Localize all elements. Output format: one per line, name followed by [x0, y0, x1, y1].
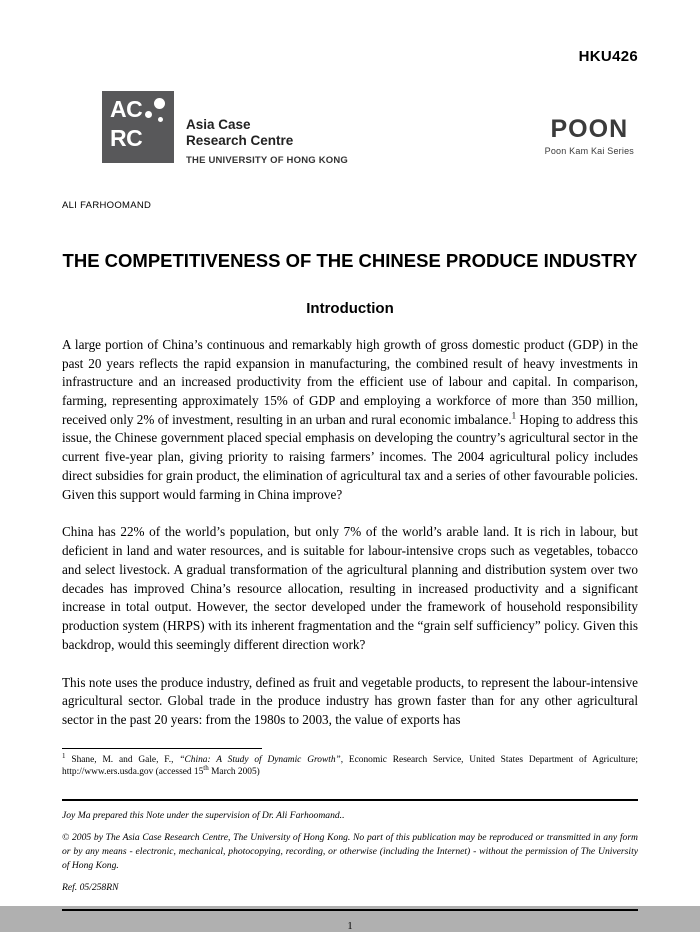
footnote-marker: 1 — [62, 751, 66, 760]
poon-series-name: POON — [550, 115, 629, 143]
footnote-tail: March 2005) — [208, 767, 260, 778]
section-heading: Introduction — [306, 299, 394, 317]
acrc-name-line2: Research Centre — [186, 132, 294, 148]
colophon-prepared-by: Joy Ma prepared this Note under the supervision of Dr. Ali Farhoomand.. — [62, 810, 345, 822]
paragraph-1-continued: Hoping to address this issue, the Chinese government placed special emphasis on developing the country’s agricultural sector in the current five-year plan, giving priority to raising farmers’ incomes. The 2004 agricultural policy includes direct subsidies for grain product, the elimination of agricultural tax and a series of other favourable policies. Given this support would farming in China improve? — [62, 411, 638, 502]
acrc-brand — [102, 91, 348, 166]
paragraph-3: This note uses the produce industry, defined as fruit and vegetable products, to represent the labour-intensive agricultural sector. Global trade in the produce industry has grown faster than for any other agricultural sector in the past 20 years: from the 1980s to 2003, the value of exports has — [62, 674, 638, 728]
page-title: THE COMPETITIVENESS OF THE CHINESE PRODUCE INDUSTRY — [62, 249, 638, 271]
footnote-1 — [62, 751, 639, 779]
acrc-logo-rc-text: RC — [110, 125, 143, 151]
acrc-brand-text — [186, 91, 348, 166]
paragraph-1-text: A large portion of China’s continuous and remarkably high growth of gross domestic product (GDP) in the past 20 years reflects the rapid expansion in manufacturing, the combined result of heavy investments in infrastructure and an increased productivity from the efficient use of labour and capital. In comparison, farming, representing approximately 15% of GDP and employing a workforce of more than 350 million, received only 2% of investment, resulting in an urban and rural economic imbalance. — [62, 336, 638, 427]
page-number: 1 — [347, 920, 353, 932]
paragraph-2: China has 22% of the world’s population, but only 7% of the world’s arable land. It is rich in labour, but deficient in land and water resources, and is suitable for labour-intensive crops such as vegetables, tobacco and select livestock. A gradual transformation of the agricultural planning and distribution system over two decades has improved China’s resource allocation, resulting in increased productivity and a significant increase in total output. However, the sector developed under the framework of household responsibility production system (HRPS) with its inherent fragmentation and the “grain self sufficiency” policy. Given this backdrop, would this seemingly different direction work? — [62, 524, 638, 652]
acrc-name-line1: Asia Case — [186, 117, 251, 132]
acrc-university: THE UNIVERSITY OF HONG KONG — [186, 154, 348, 166]
document-code: HKU426 — [578, 48, 638, 65]
colophon-copyright: © 2005 by The Asia Case Research Centre, The University of Hong Kong. No part of this publication may be reproduced or transmitted in any form or by any means - electronic, mechanical, photocopying, recording, or otherwise (including the Internet) - without the permission of The University of Hong Kong. — [62, 832, 638, 871]
logo-dot-large-icon — [154, 98, 165, 109]
footnote-ordinal: th — [203, 764, 209, 773]
colophon — [62, 809, 638, 895]
document-header — [62, 91, 638, 166]
poon-series-brand — [545, 91, 634, 156]
colophon-bottom-rule — [62, 909, 638, 911]
colophon-reference: Ref. 05/258RN — [62, 881, 119, 893]
acrc-logo-icon — [102, 91, 174, 163]
footnote-divider — [62, 748, 262, 749]
footnote-title: “China: A Study of Dynamic Growth” — [179, 754, 341, 765]
logo-dot-medium-icon — [145, 111, 152, 118]
poon-series-subtitle: Poon Kam Kai Series — [544, 146, 634, 156]
colophon-top-rule — [62, 799, 638, 801]
footnote-ref-1: 1 — [511, 410, 517, 421]
logo-dot-small-icon — [158, 117, 163, 122]
footnote-author: Shane, M. and Gale, F., — [71, 754, 180, 765]
author-name: ALI FARHOOMAND — [62, 199, 152, 211]
footnote-rest: , Economic Research Service, United States Department of Agriculture; http://www.ers.usda.gov (accessed 15 — [62, 754, 639, 778]
paragraph-1 — [62, 336, 638, 505]
acrc-logo-ac-text: AC — [110, 96, 143, 122]
